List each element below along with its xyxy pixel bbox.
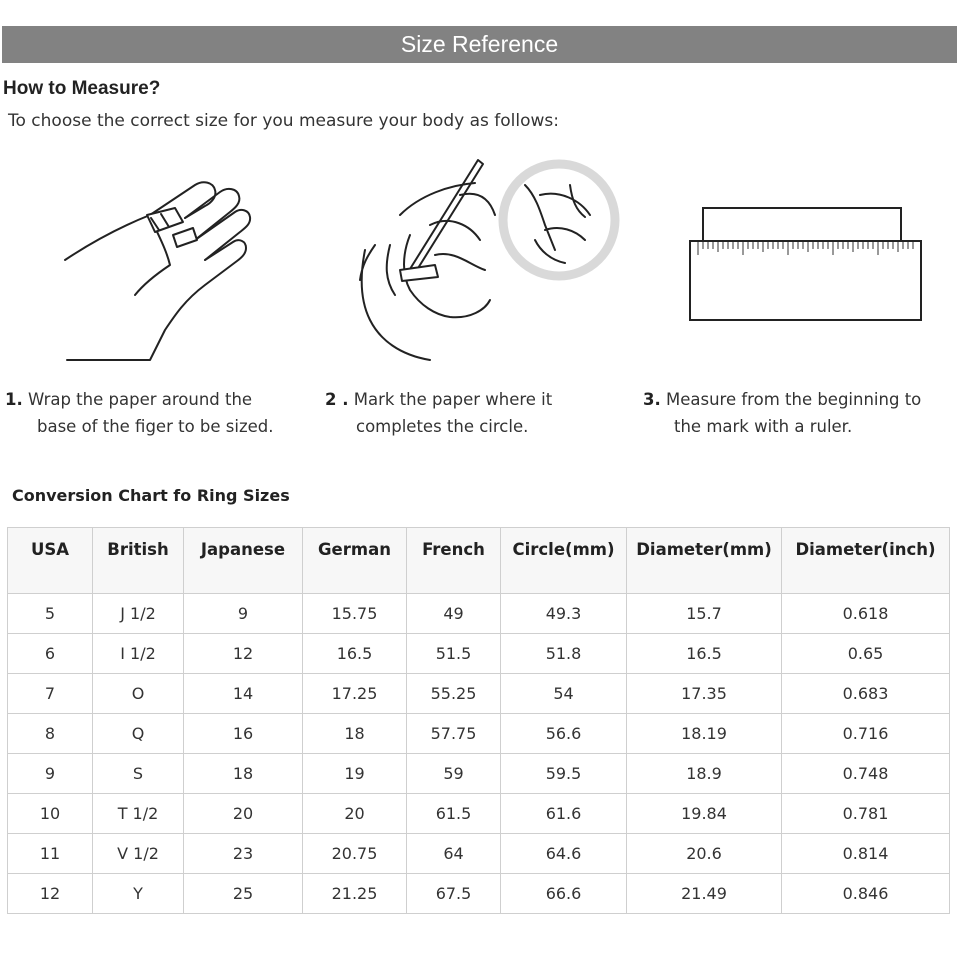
table-cell: 23 <box>184 834 303 874</box>
table-cell: 0.618 <box>782 594 950 634</box>
table-row <box>8 754 950 794</box>
table-cell: 6 <box>8 634 93 674</box>
table-row <box>8 874 950 914</box>
table-cell: 18.9 <box>627 754 782 794</box>
table-cell: 20.75 <box>303 834 407 874</box>
ruler-illustration <box>688 205 924 325</box>
table-cell: 61.6 <box>501 794 627 834</box>
table-cell: 19.84 <box>627 794 782 834</box>
table-cell: 0.716 <box>782 714 950 754</box>
column-header: USA <box>8 528 93 594</box>
table-cell: Q <box>93 714 184 754</box>
hand-wrap-illustration <box>55 170 265 370</box>
conversion-chart-title: Conversion Chart fo Ring Sizes <box>12 486 290 505</box>
table-cell: 18 <box>184 754 303 794</box>
step-1-number: 1. <box>5 390 23 409</box>
table-row <box>8 674 950 714</box>
table-cell: 56.6 <box>501 714 627 754</box>
table-cell: 20 <box>184 794 303 834</box>
table-cell: 19 <box>303 754 407 794</box>
step-2-line1: Mark the paper where it <box>353 390 553 409</box>
table-row <box>8 714 950 754</box>
table-cell: O <box>93 674 184 714</box>
table-cell: T 1/2 <box>93 794 184 834</box>
step-3-number: 3. <box>643 390 661 409</box>
table-cell: 15.7 <box>627 594 782 634</box>
table-cell: 7 <box>8 674 93 714</box>
step-3-line1: Measure from the beginning to <box>666 390 922 409</box>
table-cell: 9 <box>184 594 303 634</box>
table-cell: 21.25 <box>303 874 407 914</box>
step-3-line2: the mark with a ruler. <box>674 417 853 436</box>
ring-size-conversion-table <box>7 527 950 914</box>
column-header: Diameter(inch) <box>782 528 950 594</box>
table-cell: 0.846 <box>782 874 950 914</box>
step-1-line1: Wrap the paper around the <box>28 390 253 409</box>
column-header: Japanese <box>184 528 303 594</box>
table-cell: 59 <box>407 754 501 794</box>
how-to-measure-heading: How to Measure? <box>3 78 161 99</box>
table-cell: 0.65 <box>782 634 950 674</box>
table-cell: 0.814 <box>782 834 950 874</box>
step-1-line2: base of the figer to be sized. <box>37 417 274 436</box>
table-cell: 59.5 <box>501 754 627 794</box>
table-cell: 8 <box>8 714 93 754</box>
table-cell: 5 <box>8 594 93 634</box>
table-cell: 54 <box>501 674 627 714</box>
table-cell: 16 <box>184 714 303 754</box>
table-cell: 14 <box>184 674 303 714</box>
mark-paper-illustration <box>340 155 630 365</box>
table-cell: 66.6 <box>501 874 627 914</box>
column-header: Circle(mm) <box>501 528 627 594</box>
table-cell: 12 <box>8 874 93 914</box>
table-cell: 9 <box>8 754 93 794</box>
table-cell: 49 <box>407 594 501 634</box>
table-cell: 49.3 <box>501 594 627 634</box>
page-title-banner: Size Reference <box>2 26 957 63</box>
table-cell: 64.6 <box>501 834 627 874</box>
table-cell: 0.781 <box>782 794 950 834</box>
table-cell: S <box>93 754 184 794</box>
column-header: British <box>93 528 184 594</box>
table-cell: 18.19 <box>627 714 782 754</box>
table-cell: 20 <box>303 794 407 834</box>
table-cell: 25 <box>184 874 303 914</box>
table-cell: 17.35 <box>627 674 782 714</box>
table-cell: 16.5 <box>627 634 782 674</box>
table-cell: 51.5 <box>407 634 501 674</box>
table-cell: Y <box>93 874 184 914</box>
table-cell: 18 <box>303 714 407 754</box>
table-cell: 0.683 <box>782 674 950 714</box>
table-cell: 15.75 <box>303 594 407 634</box>
table-cell: 51.8 <box>501 634 627 674</box>
column-header: French <box>407 528 501 594</box>
step-2-line2: completes the circle. <box>356 417 529 436</box>
table-header-row <box>8 528 950 594</box>
table-cell: 17.25 <box>303 674 407 714</box>
table-cell: 11 <box>8 834 93 874</box>
table-cell: 55.25 <box>407 674 501 714</box>
step-2 <box>325 386 552 440</box>
table-cell: I 1/2 <box>93 634 184 674</box>
intro-text: To choose the correct size for you measure your body as follows: <box>8 111 559 131</box>
column-header: Diameter(mm) <box>627 528 782 594</box>
step-1 <box>5 386 274 440</box>
table-cell: 12 <box>184 634 303 674</box>
table-row <box>8 634 950 674</box>
table-cell: 67.5 <box>407 874 501 914</box>
table-cell: 10 <box>8 794 93 834</box>
table-cell: 21.49 <box>627 874 782 914</box>
step-2-number: 2 . <box>325 390 349 409</box>
table-cell: J 1/2 <box>93 594 184 634</box>
table-cell: 16.5 <box>303 634 407 674</box>
table-cell: 61.5 <box>407 794 501 834</box>
table-cell: 57.75 <box>407 714 501 754</box>
table-row <box>8 594 950 634</box>
table-cell: 20.6 <box>627 834 782 874</box>
table-cell: V 1/2 <box>93 834 184 874</box>
step-3 <box>643 386 921 440</box>
table-cell: 64 <box>407 834 501 874</box>
column-header: German <box>303 528 407 594</box>
table-cell: 0.748 <box>782 754 950 794</box>
table-row <box>8 794 950 834</box>
table-row <box>8 834 950 874</box>
